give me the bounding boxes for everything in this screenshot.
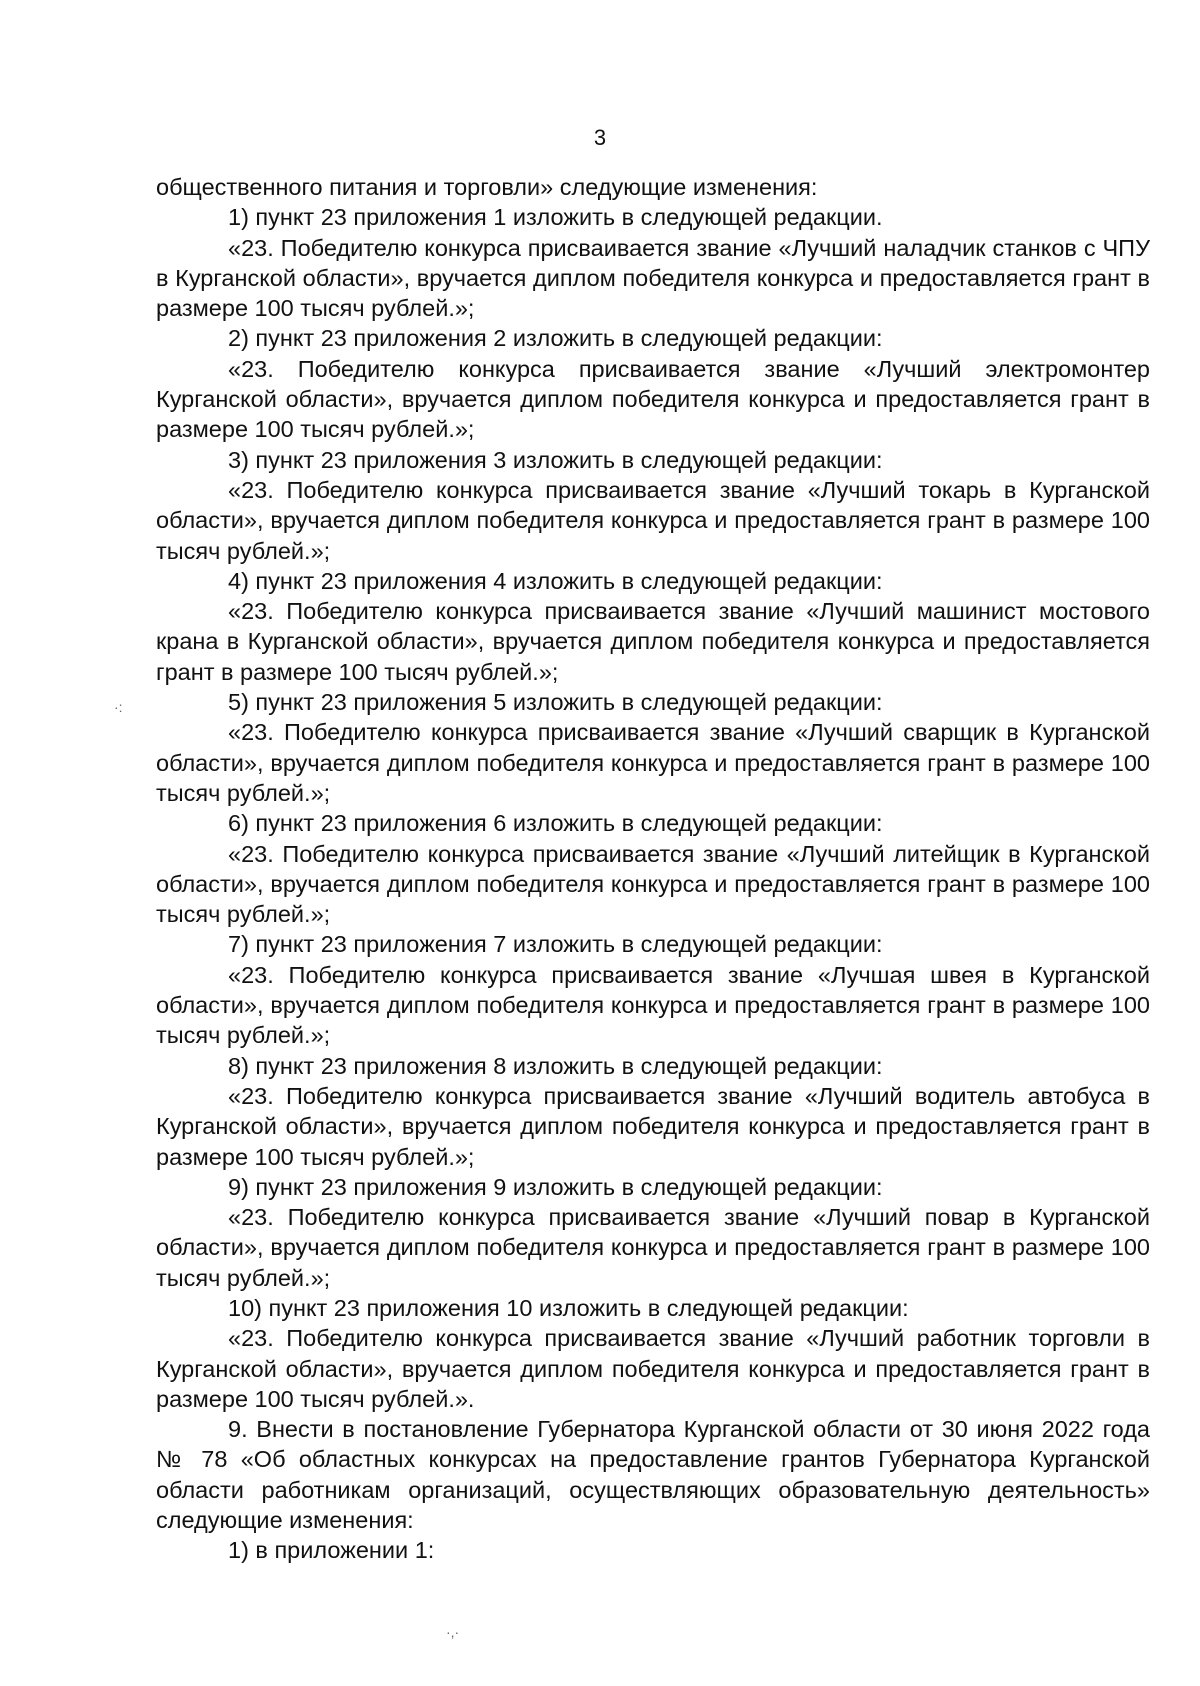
paragraph: 5) пункт 23 приложения 5 изложить в следующей редакции: (228, 689, 883, 716)
page-number: 3 (593, 125, 607, 150)
paragraph: «23. Победителю конкурса присваивается звание «Лучший литейщик в Курганской области», вручается диплом победителя конкурса и предоставляется грант в размере 100 тысяч рублей.»; (156, 840, 1150, 928)
scan-mark: ·: (114, 699, 123, 715)
paragraph: 2) пункт 23 приложения 2 изложить в следующей редакции: (228, 325, 883, 352)
paragraph: «23. Победителю конкурса присваивается звание «Лучший машинист мостового крана в Курганской области», вручается диплом победителя конкурса и предоставляется грант в размере 100 тысяч рублей.»; (156, 598, 1150, 685)
paragraph: 10) пункт 23 приложения 10 изложить в следующей редакции: (228, 1294, 909, 1321)
paragraph: 8) пункт 23 приложения 8 изложить в следующей редакции: (228, 1052, 883, 1079)
paragraph: 7) пункт 23 приложения 7 изложить в следующей редакции: (228, 931, 883, 958)
paragraph: «23. Победителю конкурса присваивается звание «Лучший электромонтер Курганской области», вручается диплом победителя конкурса и предоставляется грант в размере 100 тысяч рублей.»; (156, 355, 1150, 443)
paragraph: 4) пункт 23 приложения 4 изложить в следующей редакции: (228, 567, 883, 594)
paragraph: 1) пункт 23 приложения 1 изложить в следующей редакции. (228, 204, 883, 231)
document-body (156, 172, 1150, 1566)
paragraph: 3) пункт 23 приложения 3 изложить в следующей редакции: (228, 446, 883, 473)
paragraph: общественного питания и торговли» следующие изменения: (156, 174, 818, 200)
paragraph: «23. Победителю конкурса присваивается звание «Лучший работник торговли в Курганской области», вручается диплом победителя конкурса и предоставляется грант в размере 100 тысяч рублей.». (156, 1325, 1150, 1412)
paragraph: «23. Победителю конкурса присваивается звание «Лучший сварщик в Курганской области», вручается диплом победителя конкурса и предоставляется грант в размере 100 тысяч рублей.»; (156, 719, 1150, 806)
paragraph: «23. Победителю конкурса присваивается звание «Лучший наладчик станков с ЧПУ в Курганской области», вручается диплом победителя конкурса и предоставляется грант в размере 100 тысяч рублей.»; (156, 234, 1150, 322)
paragraph: «23. Победителю конкурса присваивается звание «Лучший водитель автобуса в Курганской области», вручается диплом победителя конкурса и предоставляется грант в размере 100 тысяч рублей.»; (156, 1082, 1150, 1170)
paragraph: «23. Победителю конкурса присваивается звание «Лучший токарь в Курганской области», вручается диплом победителя конкурса и предоставляется грант в размере 100 тысяч рублей.»; (156, 476, 1150, 564)
paragraph: 1) в приложении 1: (228, 1537, 435, 1564)
paragraph: «23. Победителю конкурса присваивается звание «Лучшая швея в Курганской области», вручается диплом победителя конкурса и предоставляется грант в размере 100 тысяч рублей.»; (156, 961, 1150, 1049)
paragraph: 9. Внести в постановление Губернатора Курганской области от 30 июня 2022 года № 78 «Об областных конкурсах на предоставление грантов Губернатора Курганской области работникам организаций, осуществляющих образовательную деятельность» следующие изменения: (156, 1416, 1150, 1534)
scan-mark: ·,· (446, 1624, 460, 1640)
paragraph: 9) пункт 23 приложения 9 изложить в следующей редакции: (228, 1173, 883, 1200)
paragraph: «23. Победителю конкурса присваивается звание «Лучший повар в Курганской области», вручается диплом победителя конкурса и предоставляется грант в размере 100 тысяч рублей.»; (156, 1204, 1150, 1291)
paragraph: 6) пункт 23 приложения 6 изложить в следующей редакции: (228, 810, 883, 837)
